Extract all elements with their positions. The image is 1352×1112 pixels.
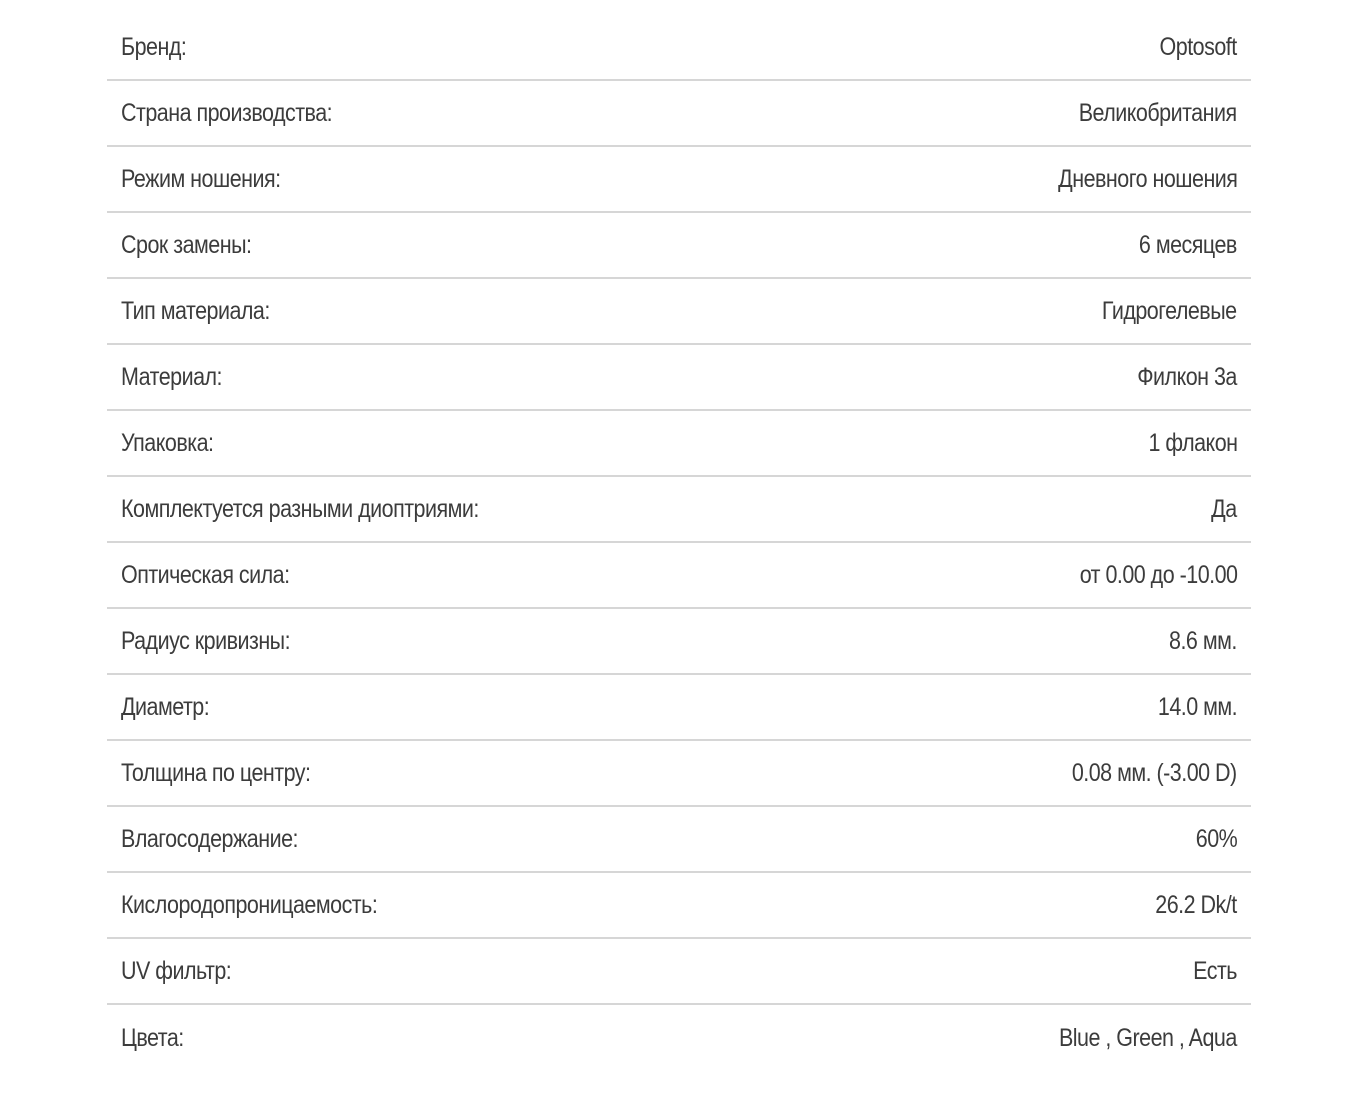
spec-value: 26.2 Dk/t bbox=[1155, 890, 1237, 919]
spec-value: Есть bbox=[1193, 956, 1237, 985]
spec-label: Упаковка: bbox=[121, 428, 214, 457]
spec-label: Тип материала: bbox=[121, 296, 270, 325]
spec-row-optical-power bbox=[107, 543, 1251, 609]
spec-row-material bbox=[107, 345, 1251, 411]
spec-value: 6 месяцев bbox=[1139, 230, 1237, 259]
spec-value: Великобритания bbox=[1079, 98, 1237, 127]
spec-label: Срок замены: bbox=[121, 230, 252, 259]
spec-value: 60% bbox=[1195, 824, 1237, 853]
spec-row-replacement bbox=[107, 213, 1251, 279]
spec-value: 14.0 мм. bbox=[1157, 692, 1237, 721]
spec-row-country bbox=[107, 81, 1251, 147]
spec-label: Толщина по центру: bbox=[121, 758, 311, 787]
spec-row-material-type bbox=[107, 279, 1251, 345]
spec-row-wear-mode bbox=[107, 147, 1251, 213]
spec-row-diameter bbox=[107, 675, 1251, 741]
spec-label: Режим ношения: bbox=[121, 164, 281, 193]
product-specs-table bbox=[107, 15, 1251, 1071]
spec-row-water-content bbox=[107, 807, 1251, 873]
spec-row-center-thickness bbox=[107, 741, 1251, 807]
spec-label: Влагосодержание: bbox=[121, 824, 299, 853]
spec-row-package bbox=[107, 411, 1251, 477]
spec-label: Материал: bbox=[121, 362, 223, 391]
spec-label: Страна производства: bbox=[121, 98, 333, 127]
spec-value: Optosoft bbox=[1159, 32, 1237, 61]
spec-label: Комплектуется разными диоптриями: bbox=[121, 494, 479, 523]
spec-label: Бренд: bbox=[121, 32, 187, 61]
spec-value: 0.08 мм. (-3.00 D) bbox=[1072, 758, 1237, 787]
spec-row-diopters bbox=[107, 477, 1251, 543]
spec-row-brand bbox=[107, 15, 1251, 81]
spec-label: UV фильтр: bbox=[121, 956, 232, 985]
spec-label: Кислородопроницаемость: bbox=[121, 890, 378, 919]
spec-value: 8.6 мм. bbox=[1169, 626, 1237, 655]
spec-value: Да bbox=[1211, 494, 1237, 523]
spec-row-uv-filter bbox=[107, 939, 1251, 1005]
spec-value: Гидрогелевые bbox=[1102, 296, 1237, 325]
spec-label: Диаметр: bbox=[121, 692, 210, 721]
spec-label: Цвета: bbox=[121, 1023, 184, 1052]
spec-value: от 0.00 до -10.00 bbox=[1079, 560, 1237, 589]
spec-value: Blue , Green , Aqua bbox=[1059, 1023, 1237, 1052]
spec-row-curvature bbox=[107, 609, 1251, 675]
spec-label: Оптическая сила: bbox=[121, 560, 290, 589]
spec-row-oxygen bbox=[107, 873, 1251, 939]
spec-value: Филкон 3а bbox=[1137, 362, 1237, 391]
spec-label: Радиус кривизны: bbox=[121, 626, 291, 655]
spec-row-colors bbox=[107, 1005, 1251, 1071]
spec-value: 1 флакон bbox=[1147, 428, 1237, 457]
spec-value: Дневного ношения bbox=[1057, 164, 1237, 193]
